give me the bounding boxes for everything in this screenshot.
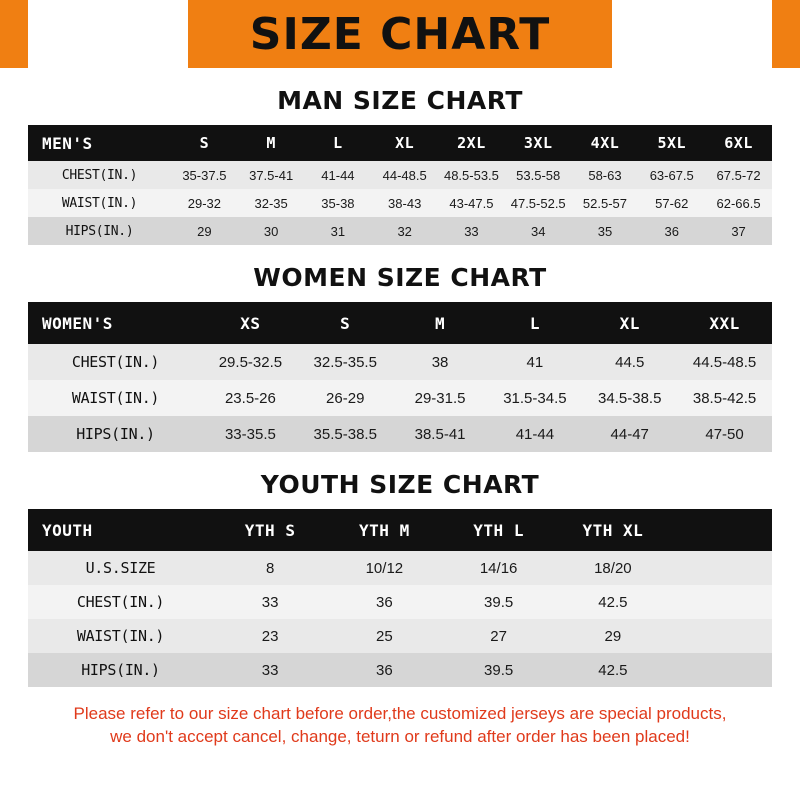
women-col-m: M xyxy=(393,302,488,344)
table-row xyxy=(28,551,772,585)
cell: 38.5-41 xyxy=(393,416,488,452)
cell: 44-48.5 xyxy=(371,161,438,189)
youth-section xyxy=(28,470,772,687)
cell: 23.5-26 xyxy=(203,380,298,416)
cell: 31.5-34.5 xyxy=(487,380,582,416)
cell: 31 xyxy=(305,217,372,245)
order-notice-line-2: we don't accept cancel, change, teturn or refund after order has been placed! xyxy=(110,726,690,746)
table-header-row xyxy=(28,125,772,161)
order-notice xyxy=(28,703,772,749)
cell: 29-32 xyxy=(171,189,238,217)
women-row-label-chest: CHEST(IN.) xyxy=(28,344,203,380)
men-row-label-hips: HIPS(IN.) xyxy=(28,217,171,245)
cell: 41-44 xyxy=(487,416,582,452)
page-title: SIZE CHART xyxy=(249,8,551,60)
cell: 25 xyxy=(327,619,441,653)
youth-row-label-ussize: U.S.SIZE xyxy=(28,551,213,585)
youth-row-label-chest: CHEST(IN.) xyxy=(28,585,213,619)
cell: 29.5-32.5 xyxy=(203,344,298,380)
women-col-s: S xyxy=(298,302,393,344)
women-col-xl: XL xyxy=(582,302,677,344)
men-header-label: MEN'S xyxy=(28,125,171,161)
men-row-label-chest: CHEST(IN.) xyxy=(28,161,171,189)
table-row xyxy=(28,217,772,245)
men-col-xl: XL xyxy=(371,125,438,161)
cell: 44.5-48.5 xyxy=(677,344,772,380)
cell: 32.5-35.5 xyxy=(298,344,393,380)
cell: 8 xyxy=(213,551,327,585)
cell: 36 xyxy=(327,585,441,619)
youth-col-m: YTH M xyxy=(327,509,441,551)
cell: 67.5-72 xyxy=(705,161,772,189)
men-col-5xl: 5XL xyxy=(638,125,705,161)
cell: 42.5 xyxy=(556,653,670,687)
women-col-xxl: XXL xyxy=(677,302,772,344)
cell-spacer xyxy=(670,551,772,585)
cell: 41-44 xyxy=(305,161,372,189)
cell: 33 xyxy=(213,653,327,687)
women-header-label: WOMEN'S xyxy=(28,302,203,344)
youth-col-l: YTH L xyxy=(442,509,556,551)
cell-spacer xyxy=(670,619,772,653)
table-row xyxy=(28,161,772,189)
cell: 37.5-41 xyxy=(238,161,305,189)
women-col-xs: XS xyxy=(203,302,298,344)
cell: 26-29 xyxy=(298,380,393,416)
header-decoration-right xyxy=(612,0,772,68)
cell: 58-63 xyxy=(572,161,639,189)
header-band xyxy=(0,0,800,68)
cell: 41 xyxy=(487,344,582,380)
cell: 34.5-38.5 xyxy=(582,380,677,416)
cell: 47-50 xyxy=(677,416,772,452)
cell: 48.5-53.5 xyxy=(438,161,505,189)
cell: 29-31.5 xyxy=(393,380,488,416)
men-row-label-waist: WAIST(IN.) xyxy=(28,189,171,217)
cell: 14/16 xyxy=(442,551,556,585)
table-row xyxy=(28,585,772,619)
cell: 63-67.5 xyxy=(638,161,705,189)
men-col-3xl: 3XL xyxy=(505,125,572,161)
cell: 32-35 xyxy=(238,189,305,217)
women-section xyxy=(28,263,772,452)
table-header-row xyxy=(28,302,772,344)
cell: 29 xyxy=(171,217,238,245)
table-row xyxy=(28,380,772,416)
men-section xyxy=(28,86,772,245)
cell: 47.5-52.5 xyxy=(505,189,572,217)
cell: 62-66.5 xyxy=(705,189,772,217)
cell: 53.5-58 xyxy=(505,161,572,189)
table-row xyxy=(28,619,772,653)
cell: 57-62 xyxy=(638,189,705,217)
cell: 10/12 xyxy=(327,551,441,585)
cell: 33 xyxy=(213,585,327,619)
table-row xyxy=(28,653,772,687)
cell: 33-35.5 xyxy=(203,416,298,452)
cell: 34 xyxy=(505,217,572,245)
men-col-s: S xyxy=(171,125,238,161)
cell: 35-37.5 xyxy=(171,161,238,189)
cell: 36 xyxy=(327,653,441,687)
cell: 44-47 xyxy=(582,416,677,452)
men-col-2xl: 2XL xyxy=(438,125,505,161)
youth-header-label: YOUTH xyxy=(28,509,213,551)
header-decoration-left xyxy=(28,0,188,68)
cell: 29 xyxy=(556,619,670,653)
table-header-row xyxy=(28,509,772,551)
men-section-title: MAN SIZE CHART xyxy=(277,86,523,115)
women-size-table xyxy=(28,302,772,452)
cell: 37 xyxy=(705,217,772,245)
order-notice-line-1: Please refer to our size chart before order,the customized jerseys are special products, xyxy=(73,704,727,723)
cell: 44.5 xyxy=(582,344,677,380)
youth-col-xl: YTH XL xyxy=(556,509,670,551)
youth-col-s: YTH S xyxy=(213,509,327,551)
cell: 39.5 xyxy=(442,653,556,687)
cell: 35-38 xyxy=(305,189,372,217)
cell-spacer xyxy=(670,653,772,687)
cell: 18/20 xyxy=(556,551,670,585)
women-section-title: WOMEN SIZE CHART xyxy=(253,263,547,292)
cell: 36 xyxy=(638,217,705,245)
men-col-6xl: 6XL xyxy=(705,125,772,161)
cell: 38-43 xyxy=(371,189,438,217)
youth-col-spacer xyxy=(670,509,772,551)
chart-content xyxy=(0,86,800,749)
cell-spacer xyxy=(670,585,772,619)
youth-row-label-waist: WAIST(IN.) xyxy=(28,619,213,653)
women-row-label-waist: WAIST(IN.) xyxy=(28,380,203,416)
cell: 39.5 xyxy=(442,585,556,619)
table-row xyxy=(28,189,772,217)
cell: 33 xyxy=(438,217,505,245)
cell: 42.5 xyxy=(556,585,670,619)
men-col-m: M xyxy=(238,125,305,161)
cell: 32 xyxy=(371,217,438,245)
cell: 27 xyxy=(442,619,556,653)
men-col-l: L xyxy=(305,125,372,161)
youth-size-table xyxy=(28,509,772,687)
cell: 38 xyxy=(393,344,488,380)
cell: 38.5-42.5 xyxy=(677,380,772,416)
cell: 35 xyxy=(572,217,639,245)
women-row-label-hips: HIPS(IN.) xyxy=(28,416,203,452)
youth-row-label-hips: HIPS(IN.) xyxy=(28,653,213,687)
cell: 43-47.5 xyxy=(438,189,505,217)
cell: 52.5-57 xyxy=(572,189,639,217)
table-row xyxy=(28,344,772,380)
cell: 35.5-38.5 xyxy=(298,416,393,452)
table-row xyxy=(28,416,772,452)
men-col-4xl: 4XL xyxy=(572,125,639,161)
cell: 30 xyxy=(238,217,305,245)
women-col-l: L xyxy=(487,302,582,344)
cell: 23 xyxy=(213,619,327,653)
men-size-table xyxy=(28,125,772,245)
youth-section-title: YOUTH SIZE CHART xyxy=(260,470,540,499)
